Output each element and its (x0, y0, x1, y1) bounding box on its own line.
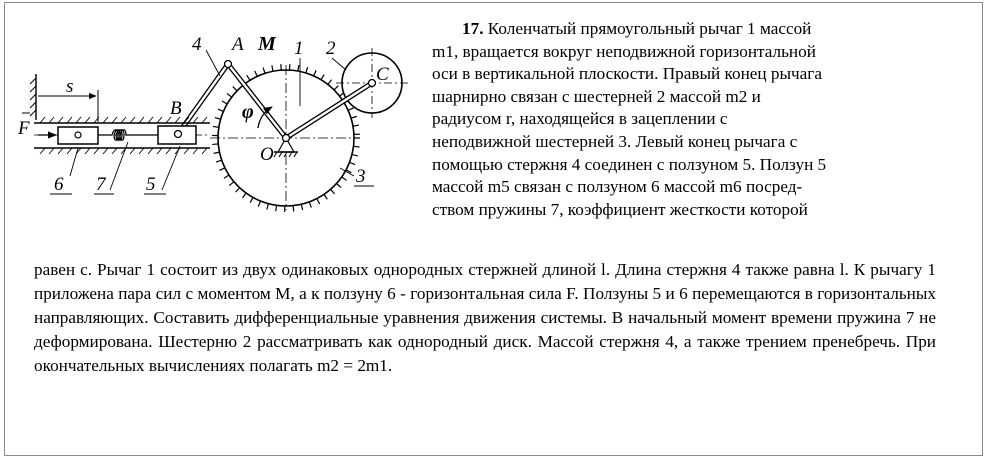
label-7: 7 (96, 174, 106, 195)
text-line-1: 17. Коленчатый прямоугольный рычаг 1 массой (462, 19, 812, 38)
label-a: A (232, 34, 244, 55)
text-line-3: оси в вертикальной плоскости. Правый конец рычага (432, 64, 822, 84)
mechanism-figure (10, 10, 430, 260)
problem-number: 17. (462, 19, 484, 38)
label-b: B (170, 98, 182, 119)
text-line-6: неподвижной шестерней 3. Левый конец рычага с (432, 131, 798, 151)
text-line-8: массой m5 связан с ползуном 6 массой m6 посред- (432, 177, 803, 197)
wall-left (30, 74, 98, 122)
joint-a (225, 61, 232, 68)
label-6: 6 (54, 174, 64, 195)
label-1: 1 (294, 38, 304, 59)
label-c: C (376, 64, 389, 85)
label-2: 2 (326, 38, 336, 59)
slider-6 (58, 127, 98, 144)
joint-c (369, 80, 376, 87)
label-4: 4 (192, 34, 202, 55)
problem-text-top (432, 18, 937, 221)
text-line-4: шарнирно связан с шестерней 2 массой m2 и (432, 86, 761, 106)
label-f: F (18, 118, 30, 139)
spring-7 (98, 130, 158, 141)
label-m: M (258, 33, 276, 55)
label-s: s (66, 76, 74, 97)
label-5: 5 (146, 174, 156, 195)
label-o: O (260, 144, 274, 165)
joint-o (283, 135, 290, 142)
slider-5 (158, 126, 196, 144)
text-line-2: m1, вращается вокруг неподвижной горизонтальной (432, 41, 816, 61)
text-line-9: ством пружины 7, коэффициент жесткости которой (432, 199, 808, 219)
problem-text-bottom: равен c. Рычаг 1 состоит из двух одинаковых однородных стержней длиной l. Длина стержня 4 также равна l. К рычагу 1 приложена пара сил с моментом M, а к ползуну 6 - горизонтальная сила F. Ползуны 5 и 6 перемещаются в горизонтальных направляющих. Составить дифференциальные уравнения движения системы. В начальный момент времени пружина 7 не деформирована. Шестерню 2 рассматривать как однородный диск. Массой стержня 4, а также трением пренебречь. При окончательных вычислениях полагать m2 = 2m1. (34, 260, 936, 375)
text-line-5: радиусом r, находящейся в зацеплении с (432, 109, 728, 129)
label-3: 3 (356, 166, 366, 187)
label-phi: φ (242, 101, 254, 123)
text-line-7: помощью стержня 4 соединен с ползуном 5. Ползун 5 (432, 154, 827, 174)
